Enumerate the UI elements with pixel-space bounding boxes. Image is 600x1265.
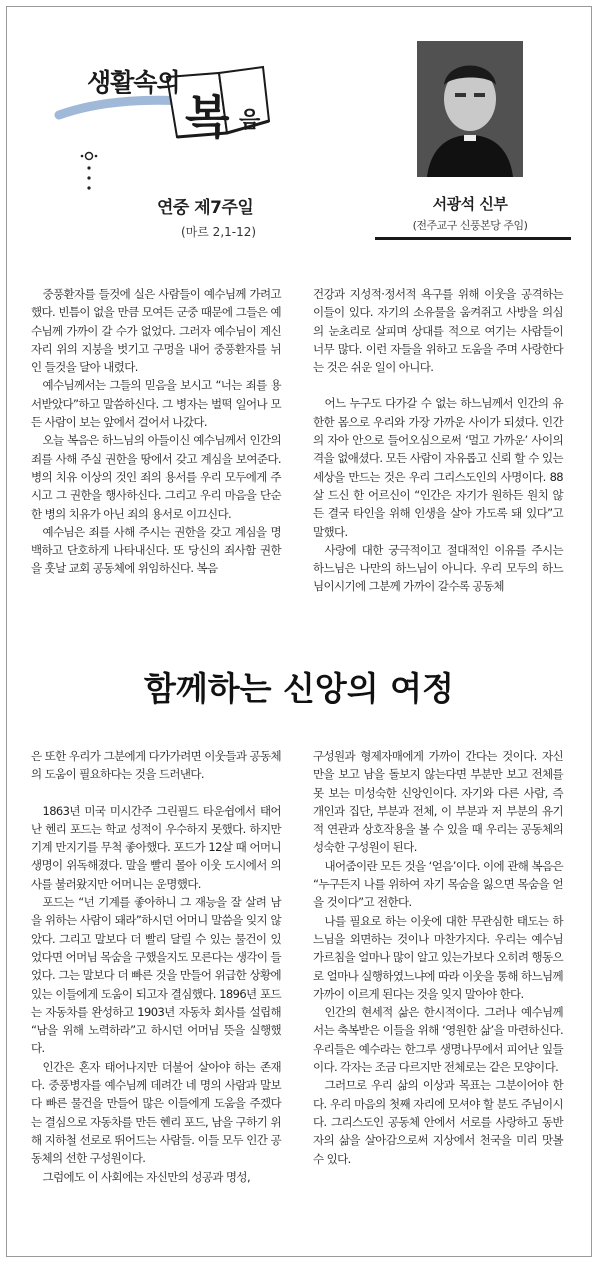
- author-name: 서광석 신부: [432, 195, 508, 213]
- column-masthead: [7, 7, 591, 252]
- paragraph: 그러므로 우리 삶의 이상과 목표는 그분이어야 한다. 우리 마음의 첫째 자리에 모셔야 할 분도 주님이시다. 그리스도인 공동체 안에서 서로를 사랑하고 동반자의 삶을 살아감으로써 지상에서 천국을 미리 맛볼 수 있다.: [313, 1078, 563, 1166]
- paragraph: 1863년 미국 미시간주 그린필드 타운쉽에서 태어난 헨리 포드는 학교 성적이 우수하지 못했다. 하지만 기계 만지기를 무척 좋아했다. 포드가 12살 때 어머니 생명이 위독해졌다. 말을 빨리 몰아 이웃 도시에서 의사를 불러왔지만 어머니는 운명했다.: [31, 803, 281, 891]
- article-column-3: [31, 747, 281, 1186]
- author-divider: [375, 237, 571, 240]
- paragraph: 사랑에 대한 궁극적이고 절대적인 이유를 주시는 하느님은 나만의 하느님이 아니다. 우리 모두의 하느님이시기에 그분께 가까이 갈수록 공동체: [313, 542, 563, 594]
- sunday-title: 연중 제7주일: [157, 198, 254, 218]
- paragraph: 예수님은 죄를 사해 주시는 권한을 갖고 계심을 명백하고 단호하게 나타내신다. 또 당신의 죄사함 권한을 훗날 교회 공동체에 위임하신다. 복음: [31, 524, 281, 576]
- author-photo: [417, 41, 523, 177]
- author-parish: (전주교구 신풍본당 주임): [412, 219, 528, 232]
- paragraph: 그럼에도 이 사회에는 자신만의 성공과 명성,: [42, 1169, 250, 1184]
- decorative-dots-icon: [79, 151, 99, 197]
- paragraph: 중풍환자를 들것에 실은 사람들이 예수님께 가려고 했다. 빈틈이 없을 만큼 모여든 군중 때문에 그들은 예수님께 가까이 갈 수가 없었다. 그러자 예수님이 계신 자리 위의 지붕을 벗기고 구멍을 내어 중풍환자를 뉘인 들것을 달아 내렸다.: [31, 287, 281, 375]
- paragraph: 나를 필요로 하는 이웃에 대한 무관심한 태도는 하느님을 외면하는 것이나 마찬가지다. 우리는 예수님 가르침을 얼마나 많이 알고 있는가보다 오히려 행동으로 얼마나 실행하였느냐에 따라 이웃을 통해 하느님께 가까이 이르게 된다는 것을 잊지 말아야 한다.: [313, 913, 563, 1001]
- paragraph: 인간의 현세적 삶은 한시적이다. 그러나 예수님께서는 축복받은 이들을 위해 ‘영원한 삶’을 마련하신다. 우리들은 예수라는 한그루 생명나무에서 피어난 잎들이다. 각자는 조금 다르지만 전체로는 같은 모양이다.: [313, 1005, 563, 1075]
- paragraph: 구성원과 형제자매에게 가까이 간다는 것이다. 자신 만을 보고 남을 돌보지 않는다면 부분만 보고 전체를 못 보는 미성숙한 신앙인이다. 자기와 다른 사람, 즉 개인과 집단, 부분과 전체, 이 부분과 저 부분의 유기적 연관과 상호작용을 볼 수 있을 때 우리는 공동체의 성숙한 구성원이 된다.: [313, 749, 563, 855]
- newspaper-page: [6, 6, 592, 1257]
- logo-text-saenghwalsokui: 생활속의: [87, 68, 180, 97]
- priest-portrait-icon: [417, 41, 523, 177]
- logo-text-eum: 음: [239, 108, 261, 133]
- logo-text-bok: 복: [185, 90, 230, 144]
- book-swoosh-icon: [49, 37, 289, 167]
- paragraph: 어느 누구도 다가갈 수 없는 하느님께서 인간의 유한한 몸으로 우리와 가장 가까운 사이가 되셨다. 인간의 자아 안으로 들어오심으로써 ‘멀고 가까운’ 사이의 격을 없애셨다. 모든 사람이 자유롭고 신뢰 할 수 있는 세상을 만드는 것은 우리 그리스도인의 사명이다. 88살 드신 한 어르신이 “인간은 자기가 원하든 원치 않든 결국 타인을 위해 인생을 살아 가도록 돼 있다”고 말했다.: [313, 396, 563, 539]
- column-logo: [49, 37, 289, 167]
- article-column-1: [31, 285, 281, 578]
- paragraph: 인간은 혼자 태어나지만 더불어 살아야 하는 존재다. 중풍병자를 예수님께 데려간 네 명의 사람과 말보다 빠른 물건을 만들어 많은 이들에게 도움을 주겠다는 결심으로 자동차를 만든 헨리 포드, 남을 구하기 위해 지하철 선로로 뛰어드는 사람들. 이들 모두 인간 공동체의 선한 구성원이다.: [31, 1059, 281, 1166]
- paragraph: 건강과 지성적·정서적 욕구를 위해 이웃을 공격하는 이들이 있다. 자기의 소유물을 움켜쥐고 사방을 의심의 눈초리로 살피며 상대를 적으로 여기는 사람들이 너무 많다. 이런 자들을 위하고 도움을 주며 사랑한다는 것은 쉬운 일이 아니다.: [313, 287, 563, 375]
- paragraph: 내어줌이란 모든 것을 ‘얻음’이다. 이에 관해 복음은 “누구든지 나를 위하여 자기 목숨을 잃으면 목숨을 얻을 것이다”고 전한다.: [313, 858, 563, 910]
- paragraph: 예수님께서는 그들의 믿음을 보시고 “너는 죄를 용서받았다”하고 말씀하신다. 그 병자는 벌떡 일어나 모든 사람이 보는 앞에서 걸어서 나갔다.: [31, 378, 281, 430]
- paragraph: 은 또한 우리가 그분에게 다가가려면 이웃들과 공동체의 도움이 필요하다는 것을 드러낸다.: [31, 749, 281, 782]
- paragraph: 오늘 복음은 하느님의 아들이신 예수님께서 인간의 죄를 사해 주실 권한을 땅에서 갖고 계심을 보여준다. 병의 치유 이상의 것인 죄의 용서를 우리 모두에게 주시고 그 권한을 행사하신다. 그리고 우리 마음을 단순한 병의 치유가 아닌 죄의 용서로 이끄신다.: [31, 433, 281, 521]
- gospel-reference: (마르 2,1-12): [181, 225, 257, 239]
- paragraph: 포드는 “넌 기계를 좋아하니 그 재능을 잘 살려 남을 위하는 사람이 돼라”하시던 어머니 말씀을 잊지 않았다. 그리고 말보다 더 빨리 달릴 수 있는 물건이 있었다면 어머님 목숨을 구했을지도 모른다는 생각이 들었다. 그는 말보다 더 빠른 것을 만들어 위급한 상황에 있는 이들에게 도움이 되고자 결심했다. 1896년 포드는 자동차를 완성하고 1903년 자동차 회사를 설립해 “남을 위해 노력하라”고 하시던 어머님 뜻을 실행했다.: [31, 895, 281, 1056]
- article-column-4: [313, 747, 563, 1168]
- article-column-2: [313, 285, 563, 596]
- article-headline: 함께하는 신앙의 여정: [144, 669, 454, 708]
